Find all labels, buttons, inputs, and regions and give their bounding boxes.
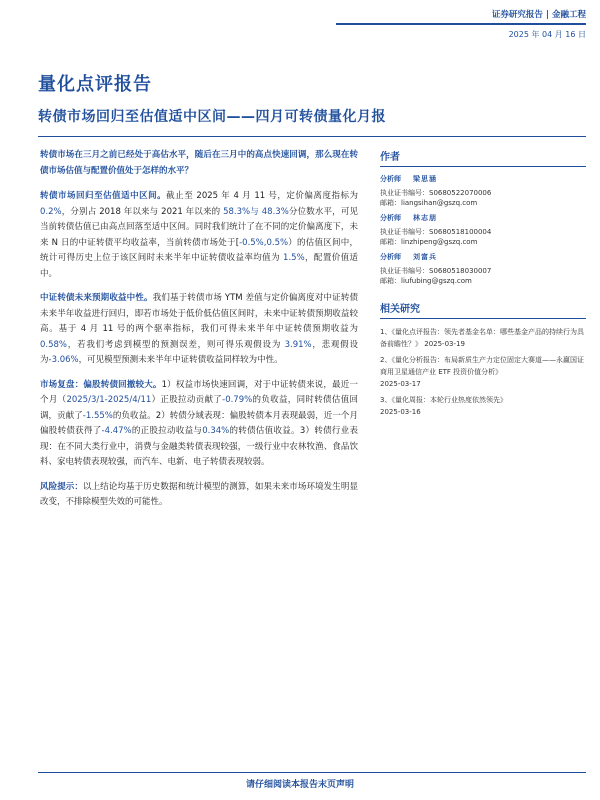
summary-paragraph-expected-return xyxy=(40,291,358,369)
expected-return-value-2: 3.91% xyxy=(284,339,312,350)
summary-paragraph-market-review xyxy=(40,378,358,471)
expected-return-text-d: ，可见模型预测未来半年中证转债收益同样较为中性。 xyxy=(78,355,283,365)
analyst-cert xyxy=(380,227,586,237)
expected-return-text-a: 我们基于转债市场 YTM 差值与定价偏离度对中证转债未来半年收益进行回归，即若市场处于低价低估值区间时，未来中证转债预期收益较高。基于 4 月 11 号的两个驱率指标，我们可得未来半年中证转债预期收益为 xyxy=(40,293,358,334)
analyst-card xyxy=(380,213,586,247)
sidebar-column xyxy=(380,148,586,422)
analyst-email-address[interactable]: liufubing@gszq.com xyxy=(401,277,472,285)
market-review-value-5: 0.34% xyxy=(202,426,230,436)
market-review-text-f: 的转债估值收益。3）转债行业表现：在不同大类行业中，消费与金融类转债表现较强，一级行业中农林牧渔、食品饮料、家电转债表现较强，而汽车、电新、电子转债表现较弱。 xyxy=(40,426,358,467)
analyst-email-address[interactable]: linzhipeng@gszq.com xyxy=(401,238,478,246)
page-header xyxy=(336,8,586,40)
valuation-lead: 转债市场回归至估值适中区间。 xyxy=(40,191,167,201)
market-review-text-d: 的负收益。2）转债分域表现：偏股转债本月表现最弱，近一个月偏股转债获得了 xyxy=(40,410,358,436)
header-category: 证券研究报告 xyxy=(491,10,543,20)
market-review-text-c: 的负收益，同时转债估值回调，贡献了 xyxy=(40,395,358,421)
related-item-date: 2025-03-19 xyxy=(424,340,465,348)
analyst-role: 分析师 xyxy=(380,253,401,261)
market-review-value-1: 2025/3/1-2025/4/11 xyxy=(66,395,152,405)
market-review-value-3: -1.55% xyxy=(82,410,113,421)
analyst-email xyxy=(380,276,586,286)
report-title: 转债市场回归至估值适中区间——四月可转债量化月报 xyxy=(38,109,386,125)
analyst-role: 分析师 xyxy=(380,214,401,222)
market-review-lead: 市场复盘：偏股转债回撤较大。 xyxy=(40,379,162,390)
analyst-name: 林志朋 xyxy=(413,214,437,222)
market-review-text-e: 的正股拉动收益与 xyxy=(131,426,203,436)
analyst-email xyxy=(380,237,586,247)
market-review-value-4: -4.47% xyxy=(101,426,132,436)
related-item-title: 1、《量化点评报告：领先者基金名单：哪些基金产品的持续行为具备前瞻性？》 xyxy=(380,328,584,348)
valuation-text-a: 截止至 2025 年 4 月 11 号，定价偏离度指标为 xyxy=(166,191,358,201)
market-review-value-2: -0.79% xyxy=(222,395,253,405)
analyst-cert-number: S0680518100004 xyxy=(429,228,492,236)
authors-heading: 作者 xyxy=(380,148,586,167)
related-item[interactable] xyxy=(380,394,586,418)
header-category-line xyxy=(336,8,586,25)
summary-intro: 转债市场在三月之前已经处于高估水平，随后在三月中的高点快速回调，那么现在转债市场估值与配置价值处于怎样的水平？ xyxy=(40,150,358,176)
related-item-title: 3、《量化周报：本轮行业热度依然领先》 xyxy=(380,396,507,404)
valuation-text-d: ）的估值区间中，统计可得历史上位于该区间时未来半年中证转债收益率均值为 xyxy=(40,237,358,263)
header-date: 2025 年 04 月 16 日 xyxy=(508,30,586,39)
expected-return-lead: 中证转债未来预期收益中性。 xyxy=(40,293,153,303)
valuation-text-b: ，分别占 2018 年以来与 2021 年以来的 xyxy=(61,206,224,217)
analyst-email-address[interactable]: liangsihan@gszq.com xyxy=(401,199,478,207)
title-divider xyxy=(38,136,586,137)
market-review-text-b: ）正股拉动贡献了 xyxy=(151,395,223,405)
related-heading: 相关研究 xyxy=(380,300,586,319)
related-item[interactable] xyxy=(380,354,586,390)
footer-divider xyxy=(38,772,586,773)
risk-lead: 风险提示： xyxy=(40,481,83,492)
valuation-value-2: 58.3%与 48.3% xyxy=(223,206,289,217)
analyst-cert-number: S0680518030007 xyxy=(429,267,492,275)
related-item-date: 2025-03-17 xyxy=(380,380,421,388)
analyst-cert-label: 执业证书编号： xyxy=(380,189,429,197)
related-item[interactable] xyxy=(380,326,586,350)
report-type: 量化点评报告 xyxy=(38,74,152,95)
summary-paragraph-valuation xyxy=(40,189,358,282)
related-item-title: 2、《量化分析报告：布局新质生产力定位固定大赛道——永赢国证商用卫星通信产业 ETF 投资价值分析》 xyxy=(380,356,584,376)
valuation-value-3: -0.5%,0.5% xyxy=(239,237,289,248)
market-review-text-a: 1）权益市场快速回调，对于中证转债来说，最近一个月（ xyxy=(40,379,358,405)
valuation-text-e: ，配置价值适中。 xyxy=(40,253,358,279)
related-research xyxy=(380,300,586,418)
summary-column xyxy=(40,148,358,520)
related-item-date: 2025-03-16 xyxy=(380,408,421,416)
analyst-cert xyxy=(380,266,586,276)
risk-text: 以上结论均基于历史数据和统计模型的测算，如果未来市场环境发生明显改变，不排除模型失效的可能性。 xyxy=(40,481,358,507)
expected-return-value-3: -3.06% xyxy=(48,355,79,365)
header-separator: | xyxy=(545,10,550,20)
analyst-card xyxy=(380,174,586,208)
analyst-email-label: 邮箱： xyxy=(380,199,401,207)
expected-return-value-1: 0.58% xyxy=(40,339,68,350)
analyst-cert-number: S0680522070006 xyxy=(429,189,492,197)
analyst-email-label: 邮箱： xyxy=(380,277,401,285)
summary-paragraph-risk xyxy=(40,480,358,511)
analyst-card xyxy=(380,252,586,286)
expected-return-text-c: ，悲观假设为 xyxy=(40,339,358,365)
header-sector: 金融工程 xyxy=(551,10,586,20)
analyst-name: 刘富兵 xyxy=(413,253,437,261)
analyst-cert-label: 执业证书编号： xyxy=(380,228,429,236)
expected-return-text-b: ，若我们考虑到模型的预测误差，则可得乐观假设为 xyxy=(67,339,285,350)
valuation-value-1: 0.2% xyxy=(40,206,62,217)
analyst-name: 梁思涵 xyxy=(413,175,437,183)
valuation-value-4: 1.5% xyxy=(283,253,305,263)
analyst-email-label: 邮箱： xyxy=(380,238,401,246)
valuation-text-c: 分位数水平，可见当前转债估值已由高点回落至适中区间。同时我们统计了在不同的定价偏离度下，未来 N 日的中证转债平均收益率，当前转债市场处于[ xyxy=(40,206,358,248)
analyst-email xyxy=(380,198,586,208)
analyst-cert xyxy=(380,188,586,198)
analyst-cert-label: 执业证书编号： xyxy=(380,267,429,275)
footer-disclaimer: 请仔细阅读本报告末页声明 xyxy=(245,780,354,790)
analyst-role: 分析师 xyxy=(380,175,401,183)
